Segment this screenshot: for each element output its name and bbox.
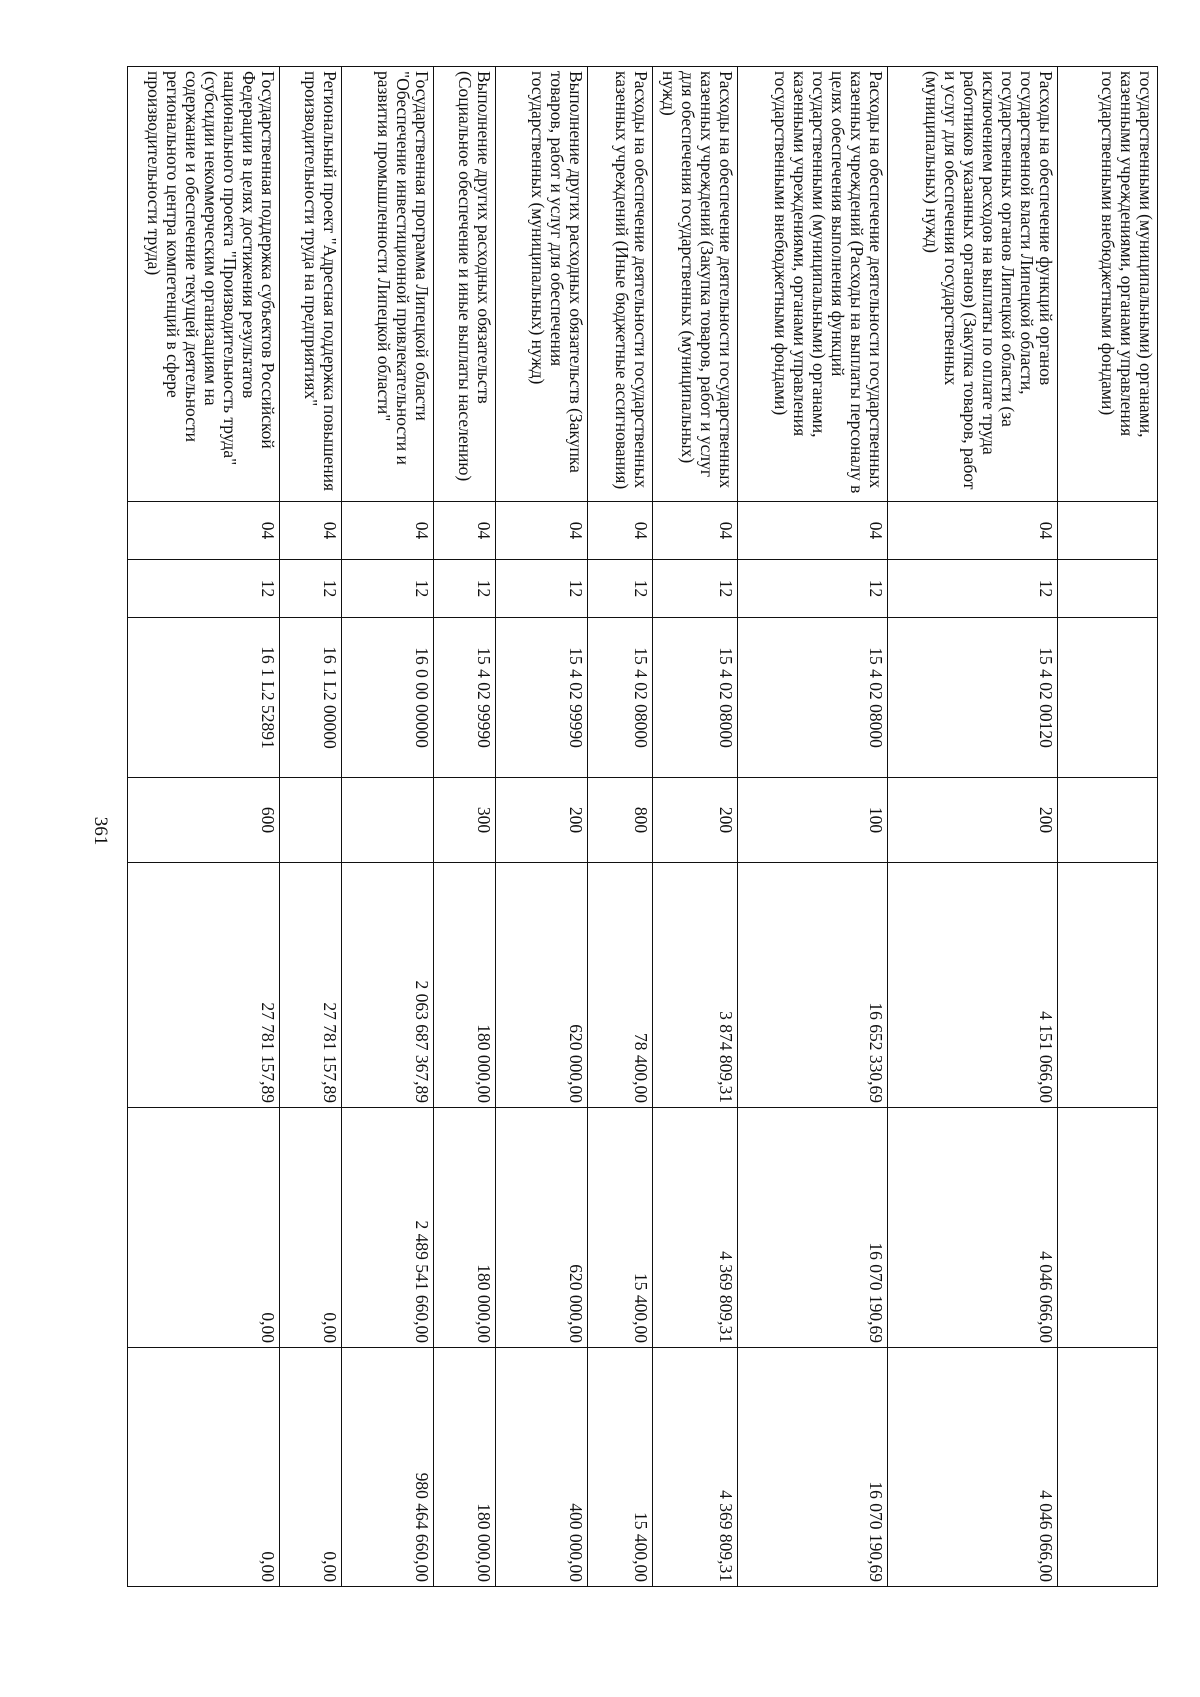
row-section-code: 12 xyxy=(653,560,738,618)
row-description: Расходы на обеспечение функций органов государственной власти Липецкой области, государственных органов Липецкой области (за исключением расходов на выплаты по оплате труда работников указанных органов) (Закупка товаров, работ и услуг для обеспечения государственных (муниципальных) нужд) xyxy=(888,67,1058,502)
budget-table-body xyxy=(128,67,1158,1587)
row-target-article: 15 4 02 08000 xyxy=(588,618,653,778)
row-section-code: 12 xyxy=(738,560,888,618)
row-section-code: 12 xyxy=(280,560,342,618)
row-target-article: 15 4 02 00120 xyxy=(888,618,1058,778)
row-description: Государственная поддержка субъектов Российской Федерации в целях достижения результатов национального проекта "Производительность труда" (субсидии некоммерческим организациям на содержание и обеспечение текущей деятельности регионального центра компетенций в сфере производительности труда) xyxy=(128,67,280,502)
budget-table xyxy=(127,66,1158,1587)
table-row xyxy=(653,67,738,1587)
table-row xyxy=(434,67,496,1587)
row-amount-year-2: 4 369 809,31 xyxy=(653,1108,738,1348)
row-expense-type: 200 xyxy=(496,778,588,863)
row-grbs-code xyxy=(1058,502,1158,560)
table-row xyxy=(496,67,588,1587)
row-description: Выполнение других расходных обязательств (Социальное обеспечение и иные выплаты населению) xyxy=(434,67,496,502)
row-expense-type xyxy=(1058,778,1158,863)
row-amount-year-3: 180 000,00 xyxy=(434,1348,496,1587)
table-row xyxy=(888,67,1058,1587)
row-grbs-code: 04 xyxy=(434,502,496,560)
row-amount-year-1: 180 000,00 xyxy=(434,863,496,1108)
row-section-code: 12 xyxy=(588,560,653,618)
table-row xyxy=(738,67,888,1587)
row-amount-year-3: 15 400,00 xyxy=(588,1348,653,1587)
row-amount-year-2: 4 046 066,00 xyxy=(888,1108,1058,1348)
row-grbs-code: 04 xyxy=(653,502,738,560)
row-target-article: 16 1 L2 52891 xyxy=(128,618,280,778)
row-expense-type: 200 xyxy=(653,778,738,863)
row-description: Выполнение других расходных обязательств (Закупка товаров, работ и услуг для обеспечения государственных (муниципальных) нужд) xyxy=(496,67,588,502)
row-amount-year-1: 27 781 157,89 xyxy=(128,863,280,1108)
row-description: Расходы на обеспечение деятельности государственных казенных учреждений (Закупка товаров, работ и услуг для обеспечения государственных (муниципальных) нужд) xyxy=(653,67,738,502)
row-amount-year-3: 4 046 066,00 xyxy=(888,1348,1058,1587)
row-section-code: 12 xyxy=(342,560,434,618)
row-amount-year-3 xyxy=(1058,1348,1158,1587)
table-row xyxy=(280,67,342,1587)
row-amount-year-3: 0,00 xyxy=(280,1348,342,1587)
row-description: Расходы на обеспечение деятельности государственных казенных учреждений (Расходы на выплаты персоналу в целях обеспечения выполнения функций государственными (муниципальными) органами, казенными учреждениями, органами управления государственными внебюджетными фондами) xyxy=(738,67,888,502)
page-number: 361 xyxy=(90,816,111,846)
row-amount-year-1: 16 652 330,69 xyxy=(738,863,888,1108)
row-target-article: 15 4 02 08000 xyxy=(653,618,738,778)
row-grbs-code: 04 xyxy=(128,502,280,560)
row-expense-type: 300 xyxy=(434,778,496,863)
row-expense-type: 100 xyxy=(738,778,888,863)
row-amount-year-2 xyxy=(1058,1108,1158,1348)
row-description: Расходы на обеспечение деятельности государственных казенных учреждений (Иные бюджетные ассигнования) xyxy=(588,67,653,502)
row-grbs-code: 04 xyxy=(888,502,1058,560)
row-grbs-code: 04 xyxy=(588,502,653,560)
row-section-code: 12 xyxy=(496,560,588,618)
row-amount-year-1: 27 781 157,89 xyxy=(280,863,342,1108)
row-amount-year-3: 400 000,00 xyxy=(496,1348,588,1587)
row-grbs-code: 04 xyxy=(496,502,588,560)
row-description: Региональный проект "Адресная поддержка повышения производительности труда на предприятиях" xyxy=(280,67,342,502)
row-target-article xyxy=(1058,618,1158,778)
row-description: государственными (муниципальными) органами, казенными учреждениями, органами управления государственными внебюджетными фондами) xyxy=(1058,67,1158,502)
table-row xyxy=(1058,67,1158,1587)
row-amount-year-2: 620 000,00 xyxy=(496,1108,588,1348)
row-amount-year-3: 980 464 660,00 xyxy=(342,1348,434,1587)
row-description: Государственная программа Липецкой области "Обеспечение инвестиционной привлекательности и развития промышленности Липецкой области" xyxy=(342,67,434,502)
row-section-code: 12 xyxy=(434,560,496,618)
row-amount-year-2: 16 070 190,69 xyxy=(738,1108,888,1348)
budget-table-container xyxy=(128,66,1158,1586)
row-amount-year-1: 78 400,00 xyxy=(588,863,653,1108)
row-grbs-code: 04 xyxy=(280,502,342,560)
row-amount-year-1: 2 063 687 367,89 xyxy=(342,863,434,1108)
row-amount-year-3: 4 369 809,31 xyxy=(653,1348,738,1587)
row-target-article: 16 0 00 00000 xyxy=(342,618,434,778)
row-section-code xyxy=(1058,560,1158,618)
row-target-article: 15 4 02 08000 xyxy=(738,618,888,778)
row-amount-year-2: 2 489 541 660,00 xyxy=(342,1108,434,1348)
table-row xyxy=(588,67,653,1587)
row-section-code: 12 xyxy=(888,560,1058,618)
row-amount-year-2: 0,00 xyxy=(280,1108,342,1348)
row-amount-year-1: 4 151 066,00 xyxy=(888,863,1058,1108)
row-grbs-code: 04 xyxy=(738,502,888,560)
row-amount-year-2: 15 400,00 xyxy=(588,1108,653,1348)
row-amount-year-2: 180 000,00 xyxy=(434,1108,496,1348)
row-target-article: 15 4 02 99990 xyxy=(434,618,496,778)
row-amount-year-2: 0,00 xyxy=(128,1108,280,1348)
row-amount-year-1: 620 000,00 xyxy=(496,863,588,1108)
row-expense-type xyxy=(342,778,434,863)
row-amount-year-3: 16 070 190,69 xyxy=(738,1348,888,1587)
table-row xyxy=(342,67,434,1587)
row-expense-type: 800 xyxy=(588,778,653,863)
row-expense-type xyxy=(280,778,342,863)
row-section-code: 12 xyxy=(128,560,280,618)
row-amount-year-3: 0,00 xyxy=(128,1348,280,1587)
row-expense-type: 600 xyxy=(128,778,280,863)
row-amount-year-1: 3 874 809,31 xyxy=(653,863,738,1108)
row-amount-year-1 xyxy=(1058,863,1158,1108)
row-target-article: 16 1 L2 00000 xyxy=(280,618,342,778)
table-row xyxy=(128,67,280,1587)
row-expense-type: 200 xyxy=(888,778,1058,863)
row-grbs-code: 04 xyxy=(342,502,434,560)
row-target-article: 15 4 02 99990 xyxy=(496,618,588,778)
